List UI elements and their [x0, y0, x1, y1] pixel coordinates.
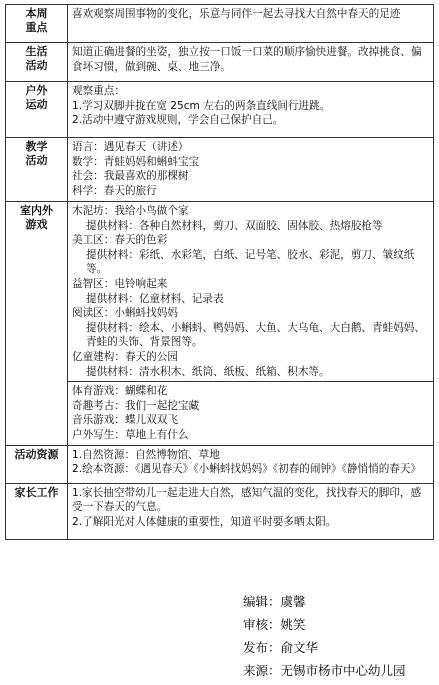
row-parents [6, 483, 434, 539]
content-line: 知道正确进餐的坐姿，独立按一口饭一口菜的顺序愉快进餐。改掉挑食、偏食坏习惯，做到碗、桌、地三净。 [72, 46, 422, 73]
row-label: 室内外 游戏 [6, 202, 68, 446]
content-line: 美工区：春天的色彩 [72, 234, 168, 247]
content-line: 观察重点： [72, 85, 125, 97]
content-line: 提供材料：彩纸、水彩笔，白纸、记号笔、胶水、彩泥，剪刀、皱纹纸等。 [86, 248, 415, 276]
content-line: 2.了解阳光对人体健康的重要性，知道平时要多晒太阳。 [72, 515, 337, 528]
content-line: 阅读区：小蝌蚪找妈妈 [72, 307, 178, 320]
content-line: 1.学习双脚并拢在宽 25cm 左右的两条直线间行进跳。 [72, 99, 331, 112]
content-line: 体育游戏：蝴蝶和花 [72, 385, 168, 398]
content-line: 亿童建构：春天的公园 [72, 350, 178, 363]
plan-body [6, 5, 434, 540]
content-line: 数学：青蛙妈妈和蝌蚪宝宝 [72, 155, 200, 168]
row-content [68, 82, 434, 138]
credits-block [243, 590, 406, 682]
row-content [68, 138, 434, 202]
row-content [68, 202, 434, 382]
credit-reviewer: 审核：姚笑 [243, 617, 306, 632]
row-games [6, 202, 434, 382]
content-line: 音乐游戏：蝶儿双双飞 [72, 414, 178, 427]
row-label: 教学 活动 [6, 138, 68, 202]
weekly-plan-table [5, 4, 434, 540]
row-content [68, 5, 434, 43]
content-line: 科学：春天的旅行 [72, 184, 157, 197]
content-line: 语言：遇见春天（讲述） [72, 141, 189, 153]
row-resources [6, 445, 434, 483]
content-line: 2.绘本资源：《遇见春天》《小蝌蚪找妈妈》《初春的闹钟》《静悄悄的春天》 [72, 463, 422, 476]
row-daily-life [6, 43, 434, 82]
row-content [68, 483, 434, 539]
credit-source: 来源：无锡市杨市中心幼儿园 [243, 663, 406, 678]
row-label: 本周 重点 [6, 5, 68, 43]
row-teaching [6, 138, 434, 202]
content-line: 木泥坊：我给小鸟做个家 [72, 205, 189, 217]
content-line: 喜欢观察周围事物的变化，乐意与同伴一起去寻找大自然中春天的足迹 [72, 8, 401, 20]
row-focus [6, 5, 434, 43]
row-label: 活动资源 [6, 445, 68, 483]
row-outdoor [6, 82, 434, 138]
content-line: 2.活动中遵守游戏规则，学会自己保护自己。 [72, 114, 284, 127]
content-line: 益智区：电铃响起来 [72, 277, 168, 290]
content-line: 奇趣考古：我们一起挖宝藏 [72, 399, 200, 412]
row-content [68, 43, 434, 82]
content-line: 提供材料：各种自然材料，剪刀、双面胶、固体胶、热熔胶枪等 [86, 219, 383, 232]
content-line: 户外写生：草地上有什么 [72, 428, 189, 441]
content-line: 1.家长抽空带幼儿一起走进大自然，感知气温的变化，找找春天的脚印，感受一下春天的气息。 [72, 486, 422, 514]
credit-editor: 编辑：虞馨 [243, 594, 306, 609]
credit-publisher: 发布：俞文华 [243, 640, 319, 655]
row-content [68, 445, 434, 483]
content-line: 提供材料：亿童材料、记录表 [86, 292, 224, 305]
content-line: 提供材料：清水积木、纸筒、纸板、纸箱、积木等。 [86, 365, 330, 378]
row-label: 生活 活动 [6, 43, 68, 82]
row-label: 户外 运动 [6, 82, 68, 138]
row-label: 家长工作 [6, 483, 68, 539]
content-line: 社会：我最喜欢的那棵树 [72, 170, 189, 183]
row-content [68, 382, 434, 445]
content-line: 1.自然资源：自然博物馆、草地 [72, 448, 220, 461]
content-line: 提供材料：绘本、小蝌蚪、鸭妈妈、大鱼、大乌龟、大白鹅、青蛙妈妈、青蛙的头饰、背景图等。 [86, 321, 425, 349]
row-games-outdoor [6, 382, 434, 445]
